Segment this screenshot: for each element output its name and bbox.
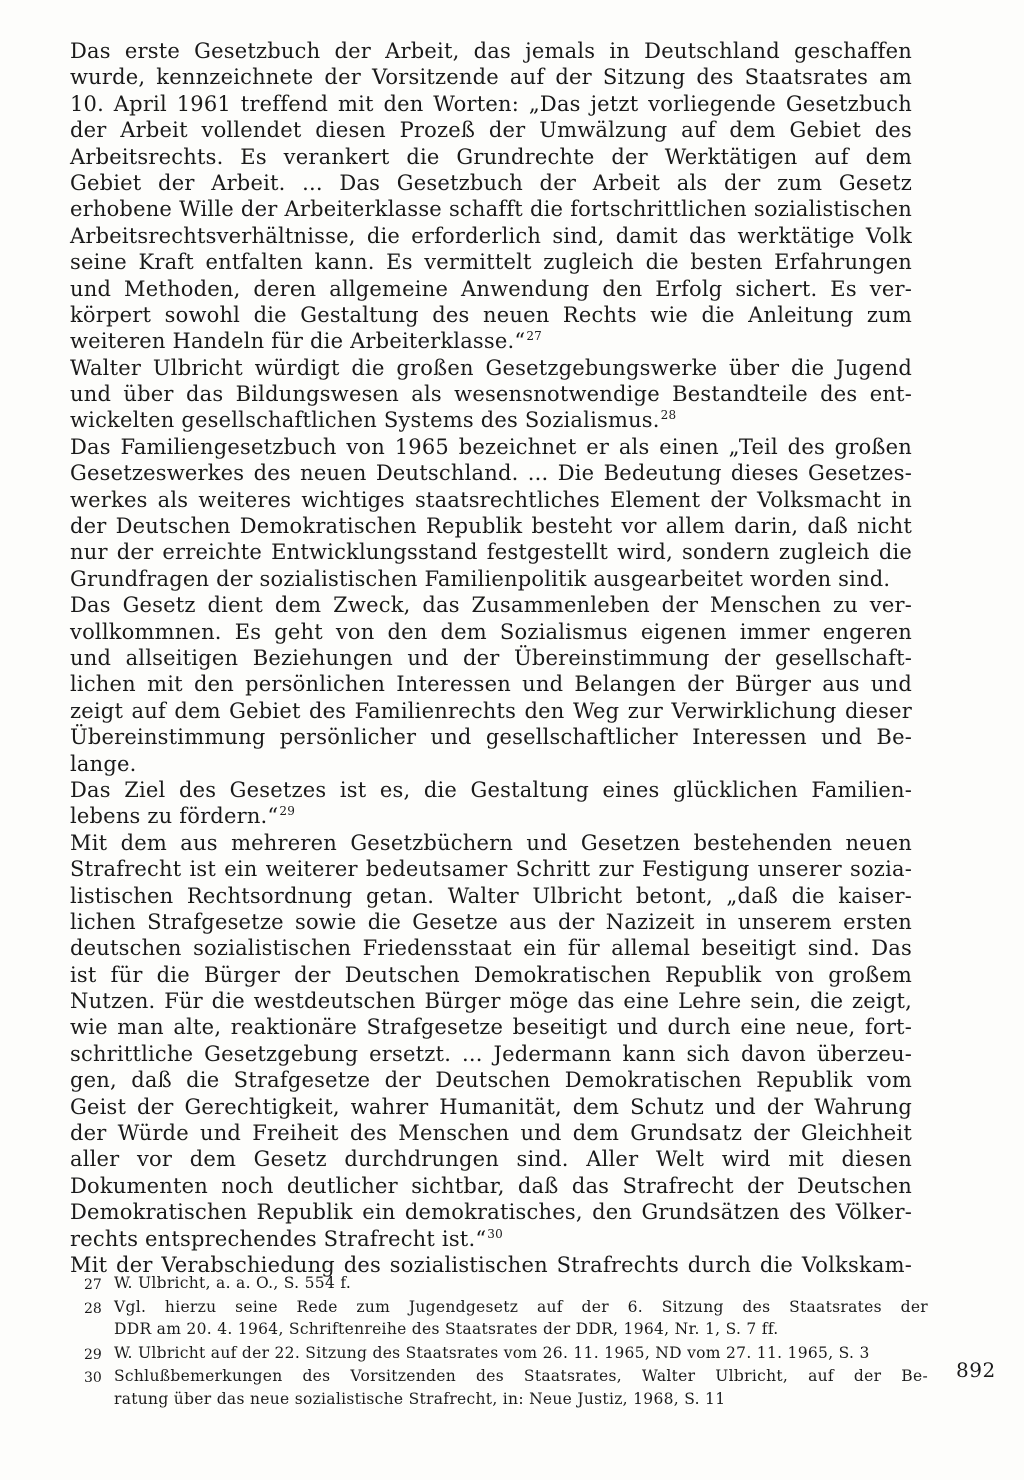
text-line-content: und allseitigen Beziehungen und der Übereinstimmung der gesellschaft- (70, 645, 912, 670)
footnote-text: DDR am 20. 4. 1964, Schriftenreihe des Staatsrates der DDR, 1964, Nr. 1, S. 7 ff. (114, 1320, 779, 1338)
text-line (70, 196, 912, 222)
text-line-content: lichen mit den persönlichen Interessen und Belangen der Bürger aus und (70, 672, 912, 697)
text-line (70, 487, 912, 513)
text-line-content: Demokratischen Republik ein demokratisches, den Grundsätzen des Völker- (70, 1200, 912, 1225)
text-line (70, 434, 912, 460)
text-line-content: Arbeitsrechtsverhältnisse, die erforderlich sind, damit das werktätige Volk (70, 223, 912, 248)
footnote-marker: 29 (279, 804, 296, 819)
text-line-content: Walter Ulbricht würdigt die großen Gesetzgebungswerke über die Jugend (70, 355, 912, 380)
text-line (70, 513, 912, 539)
text-line (70, 1199, 912, 1225)
text-line-content: lebens zu fördern.“ (70, 804, 279, 829)
text-line-content: Das Gesetz dient dem Zweck, das Zusammenleben der Menschen zu ver- (70, 593, 912, 618)
text-line-content: seine Kraft entfalten kann. Es vermittelt zugleich die besten Erfahrungen (70, 250, 912, 275)
text-line (70, 539, 912, 565)
text-line (70, 1120, 912, 1146)
text-line-content: Übereinstimmung persönlicher und gesellschaftlicher Interessen und Be- (70, 725, 912, 750)
footnote (84, 1272, 928, 1295)
footnote-text: W. Ulbricht, a. a. O., S. 554 f. (114, 1274, 352, 1292)
footnote-text: ratung über das neue sozialistische Strafrecht, in: Neue Justiz, 1968, S. 11 (114, 1389, 726, 1408)
text-line (70, 883, 912, 909)
text-line-content: erhobene Wille der Arbeiterklasse schafft die fortschrittlichen sozialistischen (70, 197, 912, 222)
text-line (70, 302, 912, 328)
text-line (70, 724, 912, 750)
text-line (70, 909, 912, 935)
text-line (70, 830, 912, 856)
text-line (70, 1067, 912, 1093)
text-line (70, 117, 912, 143)
text-line-content: schrittliche Gesetzgebung ersetzt. ... Jedermann kann sich davon überzeu- (70, 1041, 912, 1066)
text-line-content: Mit der Verabschiedung des sozialistischen Strafrechts durch die Volkskam- (70, 1252, 912, 1277)
text-line-content: vollkommnen. Es geht von den dem Sozialismus eigenen immer engeren (70, 619, 912, 644)
text-line (70, 328, 912, 354)
text-line-content: und Methoden, deren allgemeine Anwendung den Erfolg sichert. Es ver- (70, 276, 912, 301)
footnote-marker: 27 (526, 329, 542, 344)
text-line (70, 962, 912, 988)
text-line (70, 355, 912, 381)
footnote (84, 1365, 928, 1410)
text-line-content: listischen Rechtsordnung getan. Walter Ulbricht betont, „daß die kaiser- (70, 883, 912, 908)
text-line (70, 619, 912, 645)
text-line (70, 1014, 912, 1040)
text-line (70, 170, 912, 196)
text-line (70, 856, 912, 882)
text-line-content: lichen Strafgesetze sowie die Gesetze aus der Nazizeit in unserem ersten (70, 909, 912, 934)
text-line (70, 671, 912, 697)
text-line (70, 988, 912, 1014)
text-line-content: aller vor dem Gesetz durchdrungen sind. Aller Welt wird mit diesen (70, 1147, 912, 1172)
text-line (70, 249, 912, 275)
text-line (70, 566, 912, 592)
text-line (70, 1173, 912, 1199)
text-line-content: Gesetzeswerkes des neuen Deutschland. ... Die Bedeutung dieses Gesetzes- (70, 461, 912, 486)
text-line-content: Nutzen. Für die westdeutschen Bürger möge das eine Lehre sein, die zeigt, (70, 989, 912, 1014)
text-line-content: Das Ziel des Gesetzes ist es, die Gestaltung eines glücklichen Familien- (70, 777, 912, 802)
text-line (70, 223, 912, 249)
text-line (70, 144, 912, 170)
text-line-content: wickelten gesellschaftlichen Systems des Sozialismus. (70, 408, 660, 433)
text-line-content: und über das Bildungswesen als wesensnotwendige Bestandteile des ent- (70, 382, 912, 407)
footnotes (84, 1272, 928, 1411)
text-line-content: nur der erreichte Entwicklungsstand festgestellt wird, sondern zugleich die (70, 540, 912, 565)
text-line-content: 10. April 1961 treffend mit den Worten: „Das jetzt vorliegende Gesetzbuch (70, 91, 912, 116)
footnote-number: 27 (84, 1277, 102, 1293)
text-line-content: wurde, kennzeichnete der Vorsitzende auf der Sitzung des Staatsrates am (70, 65, 912, 90)
text-line (70, 460, 912, 486)
text-line-content: Das Familiengesetzbuch von 1965 bezeichnet er als einen „Teil des großen (70, 434, 912, 459)
text-line (70, 1226, 912, 1252)
footnote-marker: 30 (487, 1226, 503, 1241)
text-line (70, 803, 912, 829)
text-line (70, 592, 912, 618)
text-line-content: Das erste Gesetzbuch der Arbeit, das jemals in Deutschland geschaffen (70, 39, 912, 63)
text-line-content: Mit dem aus mehreren Gesetzbüchern und Gesetzen bestehenden neuen (70, 830, 912, 855)
text-line (70, 645, 912, 671)
text-line (70, 1094, 912, 1120)
text-line-content: Gebiet der Arbeit. ... Das Gesetzbuch der Arbeit als der zum Gesetz (70, 170, 912, 195)
text-line (70, 38, 912, 64)
text-line-content: deutschen sozialistischen Friedensstaat ein für allemal beseitigt sind. Das (70, 936, 912, 961)
footnote (84, 1342, 928, 1365)
text-line (70, 935, 912, 961)
text-line-content: der Arbeit vollendet diesen Prozeß der Umwälzung auf dem Gebiet des (70, 118, 912, 143)
footnote-marker: 28 (660, 408, 677, 423)
text-line-content: Geist der Gerechtigkeit, wahrer Humanität, dem Schutz und der Wahrung (70, 1094, 912, 1119)
text-line (70, 777, 912, 803)
text-line (70, 91, 912, 117)
text-line (70, 698, 912, 724)
text-line-content: körpert sowohl die Gestaltung des neuen Rechts wie die Anleitung zum (70, 302, 912, 327)
text-line (70, 751, 912, 777)
text-line-content: Arbeitsrechts. Es verankert die Grundrechte der Werktätigen auf dem (70, 144, 912, 169)
footnote-text: Schlußbemerkungen des Vorsitzenden des Staatsrates, Walter Ulbricht, auf der Be- (114, 1367, 928, 1385)
text-line-content: Dokumenten noch deutlicher sichtbar, daß das Strafrecht der Deutschen (70, 1173, 912, 1198)
text-line (70, 407, 912, 433)
footnote-number: 30 (84, 1370, 102, 1386)
text-line-content: der Deutschen Demokratischen Republik besteht vor allem darin, daß nicht (70, 514, 912, 539)
text-line-content: werkes als weiteres wichtiges staatsrechtliches Element der Volksmacht in (70, 487, 912, 512)
text-line-content: lange. (70, 751, 137, 776)
page-number: 892 (956, 1358, 996, 1382)
footnote-number: 28 (84, 1300, 102, 1317)
text-line-content: Grundfragen der sozialistischen Familienpolitik ausgearbeitet worden sind. (70, 566, 891, 591)
text-line-content: zeigt auf dem Gebiet des Familienrechts den Weg zur Verwirklichung dieser (70, 698, 912, 723)
footnote-number: 29 (84, 1346, 102, 1363)
text-line-content: gen, daß die Strafgesetze der Deutschen Demokratischen Republik vom (70, 1068, 912, 1093)
text-line (70, 1041, 912, 1067)
text-line (70, 64, 912, 90)
text-line-content: Strafrecht ist ein weiterer bedeutsamer Schritt zur Festigung unserer sozia- (70, 857, 912, 882)
body-text (70, 38, 912, 1278)
text-line-content: ist für die Bürger der Deutschen Demokratischen Republik von großem (70, 962, 912, 987)
text-line-content: rechts entsprechendes Strafrecht ist.“ (70, 1226, 487, 1251)
footnote-text: Vgl. hierzu seine Rede zum Jugendgesetz auf der 6. Sitzung des Staatsrates der (114, 1297, 928, 1316)
footnote (84, 1296, 928, 1341)
text-line (70, 276, 912, 302)
text-line (70, 381, 912, 407)
footnote-text: W. Ulbricht auf der 22. Sitzung des Staatsrates vom 26. 11. 1965, ND vom 27. 11. 1965, S. 3 (114, 1343, 870, 1362)
text-line-content: wie man alte, reaktionäre Strafgesetze beseitigt und durch eine neue, fort- (70, 1015, 912, 1040)
text-line (70, 1146, 912, 1172)
text-line-content: weiteren Handeln für die Arbeiterklasse.“ (70, 329, 526, 354)
text-line-content: der Würde und Freiheit des Menschen und dem Grundsatz der Gleichheit (70, 1121, 912, 1146)
